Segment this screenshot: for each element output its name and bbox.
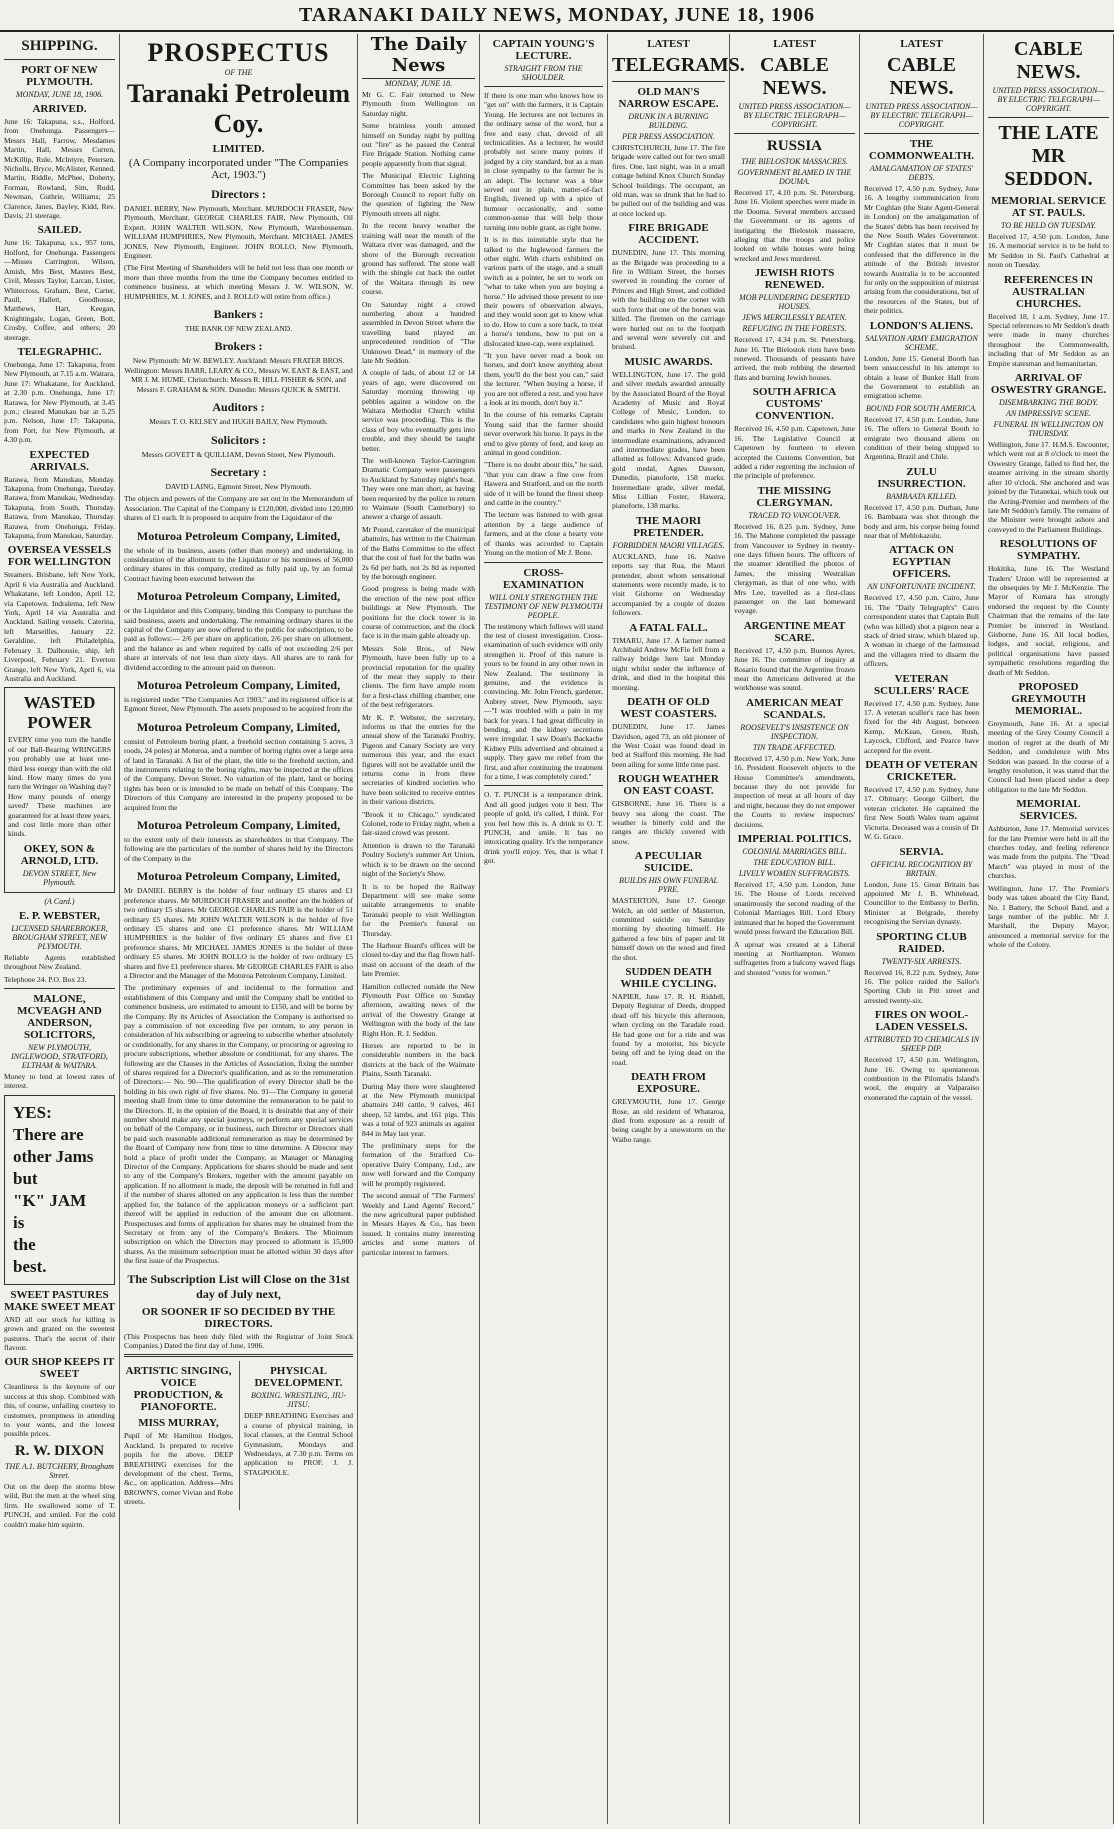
dixon-heading: R. W. DIXON (14, 1442, 105, 1459)
directors-note: (The First Meeting of Shareholders will be held not less than one month or more than three months from the time the Company becomes entitled to commence business, at which meeting Messrs J. W. WILSON, W. HUMPHRIES, M. J. JONES, and J. ROLLO will retire from office.) (124, 263, 353, 301)
cable-text: London, June 15. Great Britain has appointed Mr J. B. Whitehead, Councillor to the Embassy to Berlin, Minister at Belgrade, thereby recognising the Servian dynasty. (864, 879, 979, 927)
prospectus-body: The objects and powers of the Company are set out in the Memorandum of Association. The Capital of the Company is £120,000, divided into 120,000 shares of £1 each. It is proposed to acquire from the Liquidator of the (124, 494, 353, 523)
jam-ad-line: YES: (13, 1102, 52, 1122)
webster-sub: LICENSED SHAREBROKER, BROUGHAM STREET, NEW PLYMOUTH. (11, 923, 108, 951)
cross-examination-text: The testimony which follows will stand the test of closest investigation. Cross-examination of such evidence will only strengthen it. Proof of this nature is yours to be found in any other town in New Zealand. The testimony is genuine, and the evidence is convincing. Mr. John French, gardener, Aubrey street, New Plymouth, says:—"I was troubled with a pain in my back for years. I had great difficulty in bending, and the kidney secretions were irregular. I saw Doan's Backache Kidney Pills advertised and obtained a supply. They gave me relief from the first, and after continuing the treatment for a time, I was completely cured." (484, 621, 603, 781)
cable-text: London, June 15. General Booth has been unsuccessful in his attempt to obtain a lease of Bunker Hall from the Government to establish an emigration scheme. (864, 353, 979, 401)
press-association-label: PER PRESS ASSOCIATION. (622, 132, 715, 141)
telegram-subheading: DRUNK IN A BURNING BUILDING. (628, 112, 709, 130)
cable-heading: REFERENCES IN AUSTRALIAN CHURCHES. (1004, 273, 1093, 310)
news-paragraph: Messrs Sole Bros., of New Plymouth, have been fully up to a provincial reputation for the quality of the meat they supply to their clients. The firm have ample room for a first-class chilling chamber, one of the best refrigerators. (362, 643, 475, 710)
prospectus-body: Mr DANIEL BERRY is the holder of four ordinary £5 shares and £1 preference shares. Mr MURDOCH FRASER and another are the holders of two ordinary £5 shares. Mr GEORGE CHARLES FAIR is the holder of 51 ordinary £5 shares. Mr JOHN WALTER WILSON is the holder of five ordinary £5 shares and one £1 preference shares. Mr WILLIAM HUMPHRIES is the holder of five ordinary £5 shares and five £1 preference shares. Mr MICHAEL JAMES JONES is the holder of three ordinary £5 shares. Mr JOHN ROLLO is the holder of two ordinary £5 shares and five £1 preference shares. Mr GEORGE CHARLES FAIR is also a Director and the Manager of the Moturoa Petroleum Company, Limited. (124, 886, 353, 980)
masthead (0, 0, 1114, 32)
cable-text: Received 17, 4.50 p.m. Wellington, June 16. Owing to spontaneous combustion in the Pilomalis Island's wool, the enquiry at Valparaiso exonerated the captain of the vessel. (864, 1055, 979, 1102)
punch-ad-text: O. T. PUNCH is a temperance drink. And all good judges vote it best. The people of gold, it's called, I think. For you feel how this is. A drink to O. T. PUNCH, and smile. It has no intoxicating quality. It's the temperance drink you'll enjoy. Yes, that is what I got. (484, 790, 603, 866)
cable-subheading: BOUND FOR SOUTH AMERICA. (866, 403, 977, 413)
cable-heading: IMPERIAL POLITICS. (737, 833, 852, 846)
cable-text: Received 17, 4.50 p.m. London, June 16. A memorial service is to be held to Mr Seddon in St. Paul's Cathedral at noon on Tuesday. (988, 232, 1109, 270)
news-paragraph: The Municipal Electric Lighting Committee has been asked by the Borough Council to report fully on the question of lighting the New Plymouth streets all night. (362, 171, 475, 218)
cable-text: Received 17, 4.50 p.m. London, June 16. The offers to General Booth to emigrate two thousand aliens on condition of their being shipped to Argentina, Brazil and Chile. (864, 414, 979, 462)
telegram-heading: MUSIC AWARDS. (624, 355, 713, 368)
telegram-text: GREYMOUTH, June 17. George Rose, an old resident of Whataroa, died from exposure as a result of being caught by a snowstorm on the Waiho range. (612, 1097, 725, 1144)
or-sooner-note: OR SOONER IF SO DECIDED BY THE DIRECTORS. (141, 1305, 336, 1330)
of-the-label: OF THE (224, 68, 253, 77)
cable-heading: VETERAN SCULLERS' RACE (873, 672, 970, 697)
expected-heading: EXPECTED ARRIVALS. (29, 448, 90, 473)
telegram-heading: ROUGH WEATHER ON EAST COAST. (618, 773, 719, 798)
news-paragraph: On Saturday night a crowd numbering about a hundred assembled in Devon Street where the travelling band played an unprecedented rendition of "The Unknown Dead," in memory of the late Mr Seddon. (362, 299, 475, 365)
cable-news-sub: UNITED PRESS ASSOCIATION—BY ELECTRIC TELEGRAPH—COPYRIGHT. (992, 86, 1105, 113)
jam-ad-line: "K" JAM (13, 1190, 87, 1210)
telegram-heading: THE MAORI PRETENDER. (633, 514, 704, 539)
cable-heading: THE MISSING CLERGYMAN. (756, 484, 833, 509)
cable-heading: SOUTH AFRICA CUSTOMS' CONVENTION. (752, 386, 837, 423)
lecture-sub: STRAIGHT FROM THE SHOULDER. (504, 64, 583, 82)
column-prospectus (120, 34, 358, 1824)
telegraphic-text: Onehunga, June 17: Takapuna, from New Plymouth, at 7.15 a.m. Waitara, June 17: Whakatane, for Auckland, at 2.30 p.m. Onehunga, June 17: Rarawa, for New Plymouth, at 3.45 p.m.; cleared Manukau bar at 5.25 p.m. Nelson, June 17: Takapuna, from Port, for New Plymouth, at 4.30 p.m. (4, 359, 115, 445)
prospectus-body: consist of Petroleum boring plant, a freehold section containing 5 acres, 3 roods, 24 poles) at Moturoa, and a number of boring rights over a large area of land in Taranaki. A list of the plant, the title to the freehold section, and the instruments relating to the boring rights, may be inspected at the offices of the Company, Devon Street. No valuation of the plant, land or boring rights has been or is intended to be made on behalf of this Company. The Directors of this Company are interested in the property proposed to be acquired from the (124, 736, 353, 812)
cable-subheading: TIN TRADE AFFECTED. (752, 742, 837, 752)
cable-text: Hokitika, June 16. The Westland Traders' Union will be represented at the obsequies by Mr J. McKenzie. The Mayor of Kumara has strongly endorsed the request by the County Chairman that the remains of the late Premier be interred in Westland. Gisborne, June 16. All local bodies, lodges, and social, religious, and political organisations have passed sympathetic resolutions regarding the death of Mr Seddon. (988, 564, 1109, 677)
overseas-text: Steamers. Brisbane, left New York, April 6 via Australia and Auckland. Whakatane, left London, April 12, via Capetown. Indralema, left New York, April 14 via Australia and Auckland. Sailing vessels. Caterina, left Marseilles, January 22. Geraldine, left Philadelphia, February 3. Dalhousie, ship, left Liverpool, February 21. Everton Grange, left New York, April 6, via Australia and Auckland. (4, 570, 115, 683)
news-paragraph: Mr G. C. Fair returned to New Plymouth from Wellington on Saturday night. (362, 90, 475, 118)
news-paragraph: The Harbour Board's offices will be closed to-day and the flag flown half-mast on account of the death of the late Premier. (362, 940, 475, 979)
cable-heading: ARRIVAL OF OSWESTRY GRANGE. (990, 372, 1107, 397)
cable-text: Wellington, June 17. The Premier's body was taken aboard the City Band, No. 1 Battery, the School Band, and a large number of the public. Mr J. Marshall, the Deputy Mayor, announced a memorial service for the whole of the Colony. (988, 883, 1109, 950)
limited-label: LIMITED. (212, 143, 265, 155)
port-heading: PORT OF NEW PLYMOUTH. (21, 64, 98, 88)
cable-subheading: GOVERNMENT BLAMED IN THE DOUMA. (737, 168, 852, 186)
prospectus-body: is registered under "The Companies Act 1903," and its registered office is at Egmont Street, New Plymouth. The assets proposed to be acquired from the (124, 695, 353, 714)
news-paragraph: A couple of lads, of about 12 or 14 years of age, were discovered on Saturday morning throwing up pebbles against a window on the Waitara Methodist Church whilst service was proceeding. This is the class of boy who eventually gets into trouble, and they should be taught better. (362, 368, 475, 453)
news-paragraph: During May there were slaughtered at the New Plymouth municipal abattoirs 240 cattle, 9 calves, 461 sheep, 52 lambs, and 161 pigs. This was a total of 923 animals as against 844 in May last year. (362, 1081, 475, 1138)
auditors-heading: Auditors : (212, 400, 265, 415)
telegram-subheading: BUILDS HIS OWN FUNERAL PYRE. (619, 876, 718, 895)
telegram-text: AUCKLAND, June 16. Native reports say that Rua, the Maori pretender, about whom sensational statements were recently made, is to visit Gisborne on Wednesday accompanied by a couple of dozen followers. (612, 551, 725, 618)
news-paragraph: Good progress is being made with the erection of the new post office buildings at New Plymouth. The positions for the clock tower is in course of construction, and the clock face is in the main gable already up. (362, 584, 475, 641)
cable-text: Received 17, 4.50 p.m. Durban, June 16. Bambaata was shot through the body and arm, his corpse being found near that of Mehlokazulu. (864, 502, 979, 540)
moturoa-heading: Moturoa Petroleum Company, Limited, (136, 589, 341, 604)
incorporated-note: (A Company incorporated under "The Companies Act, 1903.") (128, 157, 349, 181)
secretary-heading: Secretary : (210, 464, 267, 479)
jam-ad-line: There are (13, 1124, 84, 1144)
brokers-text: New Plymouth: Mr W. BEWLEY. Auckland: Messrs FRATER BROS. Wellington: Messrs BARR, LEARY & CO., Messrs W. EAST & EAST, and MR J. M. HUME. Christchurch: Messrs R. HILL FISHER & SON, and Messrs F. GRAHAM & SON. Dunedin: Messrs QUICK & SMITH. (124, 356, 353, 394)
subscription-heading: The Subscription List will Close on the 31st day of July next, (127, 1271, 350, 1301)
telegram-heading: A FATAL FALL. (629, 621, 708, 634)
webster-tel: Telephone 24. P.O. Box 23. (4, 974, 87, 984)
company-name: Taranaki Petroleum Coy. (126, 79, 351, 138)
cable-heading: RUSSIA (766, 138, 823, 154)
cable-text: Ashburton, June 17. Memorial services for the late Premier were held in all the churches today, and feeling reference was made from the pulpits. The "Dead March" was played in most of the churches. (988, 824, 1109, 881)
physical-ad (239, 1361, 353, 1509)
cable-subheading: TWENTY-SIX ARRESTS. (881, 956, 962, 966)
prospectus-body: to the extent only of their interests as shareholders in that Company. The following are the particulars of the number of shares held by the Directors of the Company in the (124, 835, 353, 863)
directors-heading: Directors : (211, 187, 266, 201)
telegram-heading: OLD MAN'S NARROW ESCAPE. (618, 86, 719, 110)
cable-subheading: AN IMPRESSIVE SCENE. (1005, 409, 1092, 419)
cable-heading: RESOLUTIONS OF SYMPATHY. (999, 538, 1098, 563)
solicitors-heading: Solicitors : (211, 432, 266, 447)
singing-heading: ARTISTIC SINGING, VOICE PRODUCTION, & PIANOFORTE. (125, 1365, 232, 1414)
cable-text: Received 17, 4.50 p.m. New York, June 16. President Roosevelt objects to the House Committee's amendments, because they do not provide for inspection of meat at all hours of day and night, because they do not empower the Courts to review inspectors' decisions. (734, 753, 856, 829)
daily-news-date: MONDAY, JUNE 18. (384, 79, 453, 88)
secretary-text: DAVID LAING, Egmont Street, New Plymouth. (165, 481, 312, 491)
telegram-heading: A PECULIAR SUICIDE. (634, 850, 703, 875)
prospectus-footnote: (This Prospectus has been duly filed with the Registrar of Joint Stock Companies.) Dated the first day of June, 1906. (124, 1331, 353, 1350)
news-paragraph: Mr K. P. Webster, the secretary, informs us that the entries for the annual show of the Taranaki Poultry, Pigeon and Canary Society are very numerous this year, and the exact figures will not be available until the returns come in from three secretaries of kindred societies who have been solicited to receive entries in their various districts. (362, 712, 475, 807)
latest-label: LATEST (773, 38, 816, 50)
moturoa-heading: Moturoa Petroleum Company, Limited, (136, 818, 341, 833)
physical-text: DEEP BREATHING Exercises and a course of physical training, in local classes, at the Central School Gymnasium, Mondays and Wednesdays, at 7.30 p.m. Terms on application to PROF. J. J. STAGPOOLE. (244, 1411, 353, 1477)
cable-news-sub: UNITED PRESS ASSOCIATION—BY ELECTRIC TELEGRAPH—COPYRIGHT. (738, 102, 851, 129)
news-paragraph: In the recent heavy weather the training wall near the mouth of the Waitara river was damaged, and the shore of the Borough recreation ground has suffered. The stone wall with the shingle cut back the outlet of the Waitara through its new course. (362, 221, 475, 297)
lecture-paragraph: "It you have never read a book on horses, and don't know anything about them, you'll do the best you can," said the lecturer. "When buying a horse, if you are not offered a rest, and you have a look at its mouth, don't buy it." (484, 350, 603, 407)
column-shipping (0, 34, 120, 1824)
telegram-text: CHRISTCHURCH, June 17. The fire brigade were called out for two small fires. One, last night, was in a small cottage behind Knox Church Sunday School buildings. The occupant, an old man, was so drunk that he had to be pulled out of the building and was at once locked up. (612, 143, 725, 218)
jam-ad-line: the (13, 1234, 36, 1254)
jam-ad-line: is (13, 1212, 25, 1232)
webster-heading: E. P. WEBSTER, (18, 909, 100, 922)
telegram-text: TIMARU, June 17. A farmer named Archibald Andrew McFie fell from a railway bridge here last Monday night whilst under the influence of drink, and died in the hospital this morning. (612, 635, 725, 692)
lecture-paragraph: It is in this inimitable style that he talked to the Inglewood farmers the other night. With charts exhibited on various parts of the stage, and a small switch as a pointer, he set to work on "what to take when you are buying a horse." He advised those present to use their powers of observation always, and they would soon get to know what to do. How to cure a sore back, to treat a horse's tendons, how to put on a dislocated knee-cap, were explained. (484, 235, 603, 348)
column-cable-news-2 (860, 34, 984, 1824)
bankers-heading: Bankers : (213, 307, 264, 322)
cable-subheading: OFFICIAL RECOGNITION BY BRITAIN. (870, 859, 973, 878)
cable-text: A uproar was created at a Liberal meeting at Northampton. Women suffragettes from a balcony waved flags and shouted "votes for women." (734, 939, 855, 977)
news-paragraph: The well-known Taylor-Carrington Dramatic Company were passengers to Auckland by Saturday night's boat. They were one man short, as having been requested by the police to return to Waimate (South Canterbury) to answer a charge of assault. (362, 456, 475, 522)
telegram-text: NAPIER, June 17. R. H. Riddell, Deputy Registrar of Deeds, dropped dead off his bicycle this afternoon, when cycling on the Taradale road. He had gone out for a ride and was found by a motorist, his bicycle being off and he lying dead on the road. (612, 992, 725, 1067)
cable-subheading: JEWS MERCILESSLY BEATEN. (742, 313, 847, 323)
cable-heading: DEATH OF VETERAN CRICKETER. (865, 759, 978, 784)
cable-subheading: REFUGING IN THE FORESTS. (742, 324, 847, 334)
cable-heading: ZULU INSURRECTION. (877, 465, 966, 490)
moturoa-heading: Moturoa Petroleum Company, Limited, (136, 869, 341, 884)
cable-subheading: AMALGAMATION OF STATES' DEBTS. (869, 164, 974, 182)
cable-heading: THE COMMONWEALTH. (868, 138, 974, 162)
cable-text: Received 17, 4.50 p.m. Sydney, June 16. A lengthy communication from Mr Coghlan (the State Agent-General in London) on the amalgamation of the States' debts has been received by the New South Wales Government. Mr Coghlan states that it must be confessed that the difference in the attitude of the British investor towards Australia is to be accounted for only on the supposition of mistrust arising from the considerations, but of the resources of the States, but of their politics. (864, 184, 979, 316)
cable-text: Greymouth, June 16. At a special meeting of the Grey County Council a motion of regret at the death of Mr Seddon, and condolence with Mrs Seddon was passed. In the course of a lengthy resolution, it was stated that the Council had been placed under a deep obligation to the late Mr Seddon. (988, 719, 1109, 794)
dixon-text: Out on the deep the storms blow wild, But the men at the wheel sing firm. He swallowed some of T. PUNCH, and smiled. For the cold couldn't make him squirm. (4, 1481, 115, 1529)
cable-subheading: MOB PLUNDERING DESERTED HOUSES. (739, 293, 850, 312)
cable-subheading: ATTRIBUTED TO CHEMICALS IN SHEEP DIP. (864, 1035, 979, 1054)
prospectus-body: The preliminary expenses of and incidental to the formation and establishment of this Company and until the Company shall be entitled to commence business, are estimated to amount to £150, and will be borne by the Company. By its Articles of Association the Company is authorised to pay a commission of not exceeding five per centum, to any person in consideration of his subscribing or agreeing to subscribe whether absolutely or conditionally, for any shares in the Company, or procuring or agreeing to procure subscriptions, whether absolute or conditional, for any shares. The following are the Clauses in the Articles of Association, fixing the number of shares required for a Director's qualification, and as to the remuneration of Directors:— No. 90—The qualification of every Director shall be the holding in his own right of five shares. No. 91—The Company in general meeting shall from time to time determine the remuneration to be paid to the Directors. If, in the opinion of the Board, it is desirable that any of their number should make any special journeys, or perform any special services on behalf of the Company, or in business, such Director or Directors shall be paid such reasonable additional remuneration as may be determined by the Board of Company now from time to time determine. A Director may hold a place of profit under the Company, as Manager or Managing Director of the Company. Applications for shares should be made and sent to any of the Company's Brokers, together with the amount payable on application. If no allotment is made, the deposit will be returned in full and if the number of shares allotted on any application is less than the number applied for, the balance of the application moneys or a sufficient part thereof will be applied in reduction of the amount due on allotment. Prospectuses and forms of application for shares may be obtained from the Secretary or from any of the Company's Brokers. The Minimum subscription on which the Directors may proceed to allotment is 15,000 shares. As the minimum subscription must be allotted within 30 days after the first issue of the Prospectus. (124, 983, 353, 1266)
latest-label: LATEST (647, 38, 690, 50)
cable-subheading: COLONIAL MARRIAGES BILL. (742, 847, 847, 857)
cable-text: Received 17, 4.34 p.m. St. Petersburg, June 16. The Bielostok riots have been renewed. Thousands of peasants have arrived, the mob robbing the deserted flats and burning Jewish houses. (734, 335, 855, 382)
cable-subheading: BAMBAATA KILLED. (886, 491, 957, 501)
wasted-power-ad (4, 687, 115, 892)
jam-ad-line: best. (13, 1256, 47, 1276)
cable-news-heading: CABLE NEWS. (760, 54, 829, 99)
jam-ad-line: but (13, 1168, 38, 1188)
dixon-sub: THE A.1. BUTCHERY, Brougham Street. (5, 1461, 114, 1480)
cable-subheading: ROOSEVELT'S INSISTENCE ON INSPECTION. (740, 722, 849, 741)
news-paragraph: "Brook it to Chicago," syndicated Colonel, rode to Friday night, when a fair-sized crowd was present. (362, 809, 475, 838)
cable-heading: SPORTING CLUB RAIDED. (876, 930, 967, 955)
jam-ad-line: other Jams (13, 1146, 94, 1166)
lecture-paragraph: If there is one man who knows how to "get on" with the farmers, it is Captain Young. He lectures are not lectures in the ordinary sense of the word, but a free and easy chat, devoid of all technicalities. As a lecturer, he would probably not score many points if judged by a city standard, but as a man in close sympathy to the farmer he is an adept. The lecturer was a blue served out in plain, matter-of-fact English, livened up with a spice of humour occasionally, and some common-sense that will help those turning into noble grant, as right home. (484, 91, 603, 232)
shop-heading: OUR SHOP KEEPS IT SWEET (4, 1356, 115, 1381)
cable-text: Received 17, 4.50 p.m. Cairo, June 16. The "Daily Telegraph's" Cairo correspondent states that Captain Bull (who was killed) shot a pigeon near a stack of dried straw, which blazed up. A woman in charge of the farmstead and the villagers tried to disarm the officers. (864, 593, 979, 669)
physical-heading: PHYSICAL DEVELOPMENT. (254, 1365, 343, 1390)
solicitors-text: Messrs GOVETT & QUILLIAM, Devon Street, New Plymouth. (141, 449, 336, 459)
news-paragraph: Mr Pound, caretaker of the municipal abattoirs, has written to the Chairman of the Baths Committee to the effect that the cost of fuel for the baths was 2s 6d per bath, not 2s 8d as reported by the borough engineer. (362, 524, 475, 581)
news-paragraph: Hamilton collected outside the New Plymouth Post Office on Sunday afternoon, awaiting news of the arrival of the Oswestry Grange at Wellington with the body of the late Right Hon. R. J. Seddon. (362, 981, 475, 1038)
cable-subheading: TO BE HELD ON TUESDAY. (1001, 221, 1096, 230)
telegram-text: GISBORNE, June 16. There is a heavy sea along the coast. The weather is bitterly cold and the ranges are thickly covered with snow. (612, 799, 725, 846)
cable-news-sub: UNITED PRESS ASSOCIATION—BY ELECTRIC TELEGRAPH—COPYRIGHT. (865, 102, 978, 129)
cable-heading: PROPOSED GREYMOUTH MEMORIAL. (1011, 681, 1086, 717)
daily-news-title: The Daily News (362, 34, 475, 79)
murray-text: Pupil of Mr Hamilton Hodges, Auckland. Is prepared to receive pupils for the above. DEEP BREATHING exercises for the development of the chest. Terms, &c., on application. Address—Mrs BROWN'S, corner Vivian and Robe streets. (124, 1431, 233, 1507)
cable-text: Received 17, 4.50 p.m. London, June 16. The House of Lords received unanimously the second reading of the Colonial Marriages Bill. Lord Ebury intimated that he hoped the Government would press forward the Education Bill. (734, 880, 856, 937)
arrived-text: June 16: Takapuna, s.s., Holford, from Onehunga. Passengers—Messrs Hall, Farrow, Mesdames Martin, Hall, Messrs Curren, McKillip, Rule, McIntyre, Petersen, Nicholls, Bryce, McAlister, Kenned, Martin, Riddle, McPhee, Doherty, Forman, Rowland, Sim, Rudd, Newman, Guthrie, Williams; 25 Clarence, Janes, Bayley, Kidd, Rev. Davis; 21 steerage. (4, 117, 115, 221)
murray-heading: MISS MURRAY, (138, 1417, 219, 1430)
shipping-date: MONDAY, JUNE 18, 1906. (15, 90, 104, 99)
telegram-text: DUNEDIN, June 17. James Davidson, aged 73, an old pioneer of the West Coast was found dead in bed at Stafford this morning. He had been ailing for some little time past. (612, 722, 725, 769)
column-daily-news (358, 34, 480, 1824)
shipping-heading: SHIPPING. (21, 38, 98, 54)
cross-examination-sub: WILL ONLY STRENGTHEN THE TESTIMONY OF NEW PLYMOUTH PEOPLE. (484, 592, 603, 620)
column-telegrams (608, 34, 745, 1824)
cable-subheading: AN UNFORTUNATE INCIDENT. (867, 582, 976, 592)
expected-text: Rarawa, from Manukau, Monday. Takapuna, from Onehunga, Tuesday. Rarawa, from Manukau, Wednesday. Takapuna, from South, Thursday. Rarawa, from Manukau, Thursday. Rarawa, from Onehunga, Friday. Takapuna, from Manukau, Saturday. (4, 474, 115, 541)
cable-subheading: DISEMBARKING THE BODY. (998, 398, 1099, 408)
lecture-paragraph: In the course of his remarks Captain Young said that the farmer should never overwork his horse. It pays in the end to give plenty of feed, and keep an animal in good condition. (484, 410, 603, 458)
telegram-heading: FIRE BRIGADE ACCIDENT. (628, 222, 709, 247)
webster-text: Reliable Agents established throughout New Zealand. (4, 952, 115, 972)
cable-heading: SERVIA. (899, 845, 944, 858)
prospectus-body: the whole of its business, assets (other than money) and undertaking, in consideration of the allotment to the Liquidator or his nominees of 56,000 ordinary shares in this company, credited as fully paid up, by an formal Contract having been executed between the (124, 545, 353, 583)
cable-subheading: MEMORIAL SERVICE AT ST. PAULS. (991, 195, 1106, 219)
wasted-power-text: EVERY time you turn the handle of our Ball-Bearing WRINGERS you probably use at least one-third less energy than with the old kind. How many times do you turn the Wringer on Washing day? How many pounds of energy saved? These machines are guaranteed for at least three years, and cost little more than other kinds. (8, 735, 111, 839)
cable-subheading: THE BIELOSTOK MASSACRES. (741, 157, 848, 166)
telegram-text: DUNEDIN, June 17. This morning as the Brigade was proceeding to a fire in William Street, the horses swerved in rounding the corner of Princes and High Street, and collided with the building on the corner with such force that one of the horses was killed. The firemen on the carriage were hurled out on to the footpath and several were severely cut and bruised. (612, 248, 725, 352)
cable-text: Received 16, 8.25 p.m. Sydney, June 16. The Mahone completed the passage from Vancouver to Sydney in twenty-one days fifteen hours. The officers of the steamer identified the photos of James, the missing Westralian clergyman, as that of one who, with Mrs Lee, travelled as a first-class passenger on the last homeward voyage. (734, 521, 855, 616)
okey-address: DEVON STREET, New Plymouth. (22, 868, 97, 887)
okey-heading: OKEY, SON & ARNOLD, LTD. (20, 842, 99, 867)
masthead-title: TARANAKI DAILY NEWS, MONDAY, JUNE 18, 1906 (299, 4, 815, 26)
moturoa-heading: Moturoa Petroleum Company, Limited, (136, 678, 341, 692)
moturoa-heading: Moturoa Petroleum Company, Limited, (136, 528, 341, 543)
wasted-power-title: WASTED POWER (23, 693, 96, 733)
malone-text: Money to lend at lowest rates of interest. (4, 1072, 115, 1091)
sweet-heading: SWEET PASTURES MAKE SWEET MEAT (4, 1288, 115, 1313)
arrived-heading: ARRIVED. (32, 103, 87, 115)
news-paragraph: Some brainless youth amused himself on Sunday night by pulling out "fire" as he passed the Central Fire Brigade Station. Nothing came people apparently from that signal. (362, 121, 475, 168)
cable-heading: AMERICAN MEAT SCANDALS. (746, 696, 843, 721)
cable-subheading: THE EDUCATION BILL. (753, 858, 836, 868)
cable-heading: LONDON'S ALIENS. (869, 319, 974, 332)
cable-text: Received 18, 1 a.m. Sydney, June 17. Special references to Mr Seddon's death were made in many churches throughout the Commonwealth, including that of Mr Seddon as an Empire statesman and humanitarian. (988, 311, 1109, 368)
bankers-text: THE BANK OF NEW ZEALAND. (184, 324, 293, 334)
malone-sub: NEW PLYMOUTH, INGLEWOOD, STRATFORD, ELTHAM & WAITARA. (11, 1043, 108, 1070)
news-paragraph: The preliminary steps for the formation of the Stratford Co-operative Dairy Company, Ltd., are now well forward and the Company will be promptly registered. (362, 1141, 475, 1188)
directors-list: DANIEL BERRY, New Plymouth, Merchant. MURDOCH FRASER, New Plymouth, Merchant. GEORGE CHARLES FAIR, New Plymouth, Oil Expert. JOHN WALTER WILSON, New Plymouth, Warehouseman. WILLIAM HUMPHRIES, New Plymouth, Merchant. MICHAEL JAMES JONES, New Plymouth, Engineer. JOHN ROLLO, New Plymouth, Engineer. (124, 204, 353, 261)
moturoa-heading: Moturoa Petroleum Company, Limited, (136, 719, 341, 734)
lecture-heading: CAPTAIN YOUNG'S LECTURE. (492, 38, 595, 62)
cable-subheading: SALVATION ARMY EMIGRATION SCHEME. (865, 333, 978, 352)
telegram-text: MASTERTON, June 17. George Welch, an old settler of Masterton, committed suicide on Saturday morning by shooting himself. He gathered a few bits of paper and lit himself down on the wood and fired the shot. (612, 896, 725, 962)
cable-heading: ARGENTINE MEAT SCARE. (743, 619, 846, 644)
cross-examination-heading: CROSS-EXAMINATION (502, 566, 585, 591)
singing-ad (124, 1361, 233, 1509)
cable-subheading: FUNERAL IN WELLINGTON ON THURSDAY. (993, 420, 1104, 439)
telegram-heading: SUDDEN DEATH WHILE CYCLING. (620, 966, 717, 990)
cable-subheading: LIVELY WOMEN SUFFRAGISTS. (738, 869, 851, 879)
latest-label: LATEST (900, 38, 943, 50)
malone-heading: MALONE, MCVEAGH AND ANDERSON, SOLICITORS, (17, 993, 102, 1041)
cable-text: Received 17, 4.50 p.m. Buenos Ayres, June 16. The committee of inquiry at Rosario found that the Argentine frozen meat the Americans delivered at the workhouse was sound. (734, 645, 855, 693)
telegrams-heading: TELEGRAMS. (612, 54, 745, 76)
cable-heading: FIRES ON WOOL-LADEN VESSELS. (874, 1009, 969, 1034)
cable-heading: ATTACK ON EGYPTIAN OFFICERS. (889, 544, 954, 581)
telegram-heading: DEATH FROM EXPOSURE. (631, 1071, 706, 1096)
cable-text: Received 17, 4.10 p.m. St. Petersburg, June 16. Violent speeches were made in the Douma. Several members accused the Government or its agents of instigating the Bielostok massacre, alleging that the troops and police looked on while houses were being wrecked and Jews murdered. (734, 188, 855, 263)
seddon-heading: THE LATE MR SEDDON. (998, 122, 1099, 190)
card-label: (A Card.) (44, 896, 75, 906)
cable-news-heading: CABLE NEWS. (887, 54, 956, 99)
telegram-text: WELLINGTON, June 17. The gold and silver medals awarded annually by the Associated Board of the Royal Academy of Music and Royal College of Music, London, to candidates who gain highest honours and marks in New Zealand in the intermediate examinations, advanced and intermediate grades, have been allotted as follows: Advanced grade, gold medal, Agnes Dawson, Dunedin, pianoforte, 158 marks. Intermediate grade, silver medal, Miss Lillian Foster, Hawera, pianoforte, 138 marks. (612, 369, 725, 511)
prospectus-heading: PROSPECTUS (147, 38, 330, 67)
cable-text: Wellington, June 17. H.M.S. Encounter, which went out at 8 o'clock to meet the Oswestry Grange, failed to find her, the steamer arriving in the stream shortly after 10 o'clock. She anchored and was joined by the Tutanekai, which took out the Acting-Premier and members of the late Mr Seddon's family. The remains of the Minister were brought ashore and conveyed to the Parliament Buildings. (988, 440, 1109, 534)
cable-heading: MEMORIAL SERVICES. (1016, 798, 1081, 823)
cable-text: Received 17, 4.50 p.m. Sydney, June 17. A veteran sculler's race has been fixed for the 4th August, between Kemp, McKean, Green, Rush, Laycock, Clifford, and Pearce have accepted for the event. (864, 698, 979, 755)
jam-ad (4, 1095, 115, 1285)
sweet-text: AND all our stock for killing is grown and grazed on the sweetest pastures. That's the secret of their flavour. (4, 1314, 115, 1353)
news-paragraph: It is to be hoped the Railway Department will see make some suitable arrangements to enable Taranaki people to visit Wellington for the Premier's funeral on Thursday. (362, 881, 475, 938)
telegraphic-heading: TELEGRAPHIC. (17, 345, 102, 358)
cable-heading: JEWISH RIOTS RENEWED. (754, 267, 835, 292)
column-lecture (480, 34, 608, 1824)
cable-text: Received 17, 4.50 p.m. Sydney, June 17. Obituary: George Gilbert, the veteran cricketer. He captained the first New South Wales team against Victoria. Deceased was a cousin of Dr W. G. Grace. (864, 785, 979, 842)
column-cable-news-3 (984, 34, 1114, 1824)
lecture-paragraph: The lecture was listened to with great attention by a large audience of farmers, and at the close a hearty vote of thanks was accorded to Captain Young on the motion of Mr J. Bone. (484, 510, 603, 558)
cable-text: Received 16, 4.50 p.m. Capetown, June 16. The Legislative Council at Capetown by fourteen to eleven accepted the Customs Convention, but added a rider regretting the inclusion of the principle of preference. (734, 424, 855, 481)
physical-sub: BOXING. WRESTLING, JIU-JITSU. (250, 1391, 347, 1410)
cable-news-heading: CABLE NEWS. (1014, 38, 1083, 83)
auditors-text: Messrs T. O. KELSEY and HUGH BAILY, New Plymouth. (149, 417, 328, 427)
news-paragraph: The second annual of "The Farmers' Weekly and Land Agents' Record," the new agricultural paper published in Messrs Hayes & Co., has been issued. It contains many interesting articles and some matters of particular interest to farmers. (362, 1191, 475, 1257)
cable-subheading: TRACED TO VANCOUVER. (748, 510, 841, 520)
news-paragraph: Attention is drawn to the Taranaki Poultry Society's summer Art Union, which is to be drawn on the second night of the Society's Show. (362, 840, 475, 879)
prospectus-body: or the Liquidator and this Company, binding this Company to purchase the said business, assets and undertaking. The remaining ordinary shares in the capital of the Company are now offered to the public for subscription, to be paid as follows:— 2/6 per share on application, 2/6 per share on allotment, and the balance as and when required by calls of not exceeding 2/6 per share at intervals of not less than sixty days. All shares are to rank for dividend according to the amount paid on thereon. (124, 606, 353, 672)
news-paragraph: Horses are reported to be in considerable numbers in the back districts at the back of the Waimate Plains, South Taranaki. (362, 1041, 475, 1079)
lecture-paragraph: "There is no doubt about this," he said, "that you can draw a fine cow from Hawera and Stratford, and on the north side of it will be found the finest sheep and cattle in the country." (484, 460, 603, 508)
shop-text: Cleanliness is the keynote of our success at this shop. Combined with this, of course, unfailing courtesy to customers, promptness in attending to your wants, and the lowest possible prices. (4, 1382, 115, 1439)
telegram-subheading: FORBIDDEN MAORI VILLAGES. (612, 540, 725, 550)
column-cable-news-1 (730, 34, 860, 1824)
cable-text: Received 16, 8.22 p.m. Sydney, June 16. The police raided the Sailor's Sporting Club in Pitt street and arrested twenty-six. (864, 967, 979, 1005)
telegram-heading: DEATH OF OLD WEST COASTERS. (620, 696, 717, 721)
brokers-heading: Brokers : (214, 339, 263, 354)
sailed-heading: SAILED. (37, 224, 82, 237)
overseas-heading: OVERSEA VESSELS FOR WELLINGTON (7, 544, 112, 569)
sailed-text: June 16: Takapuna, s.s., 957 tons, Holford, for Onehunga. Passengers—Misses Carrington, Wilson, Amish, Mrs Best, Masters Best, Civil, Messrs Taylor, Larcan, Lister, Whitecross, Graham, Best, Carter, Paull, Hallett, Goodhouse, Matthews, Hart, Keegan, Knightingale, Logan, Green, Bott, Crosby, Coffee, and others; 20 steerage. (4, 238, 115, 342)
